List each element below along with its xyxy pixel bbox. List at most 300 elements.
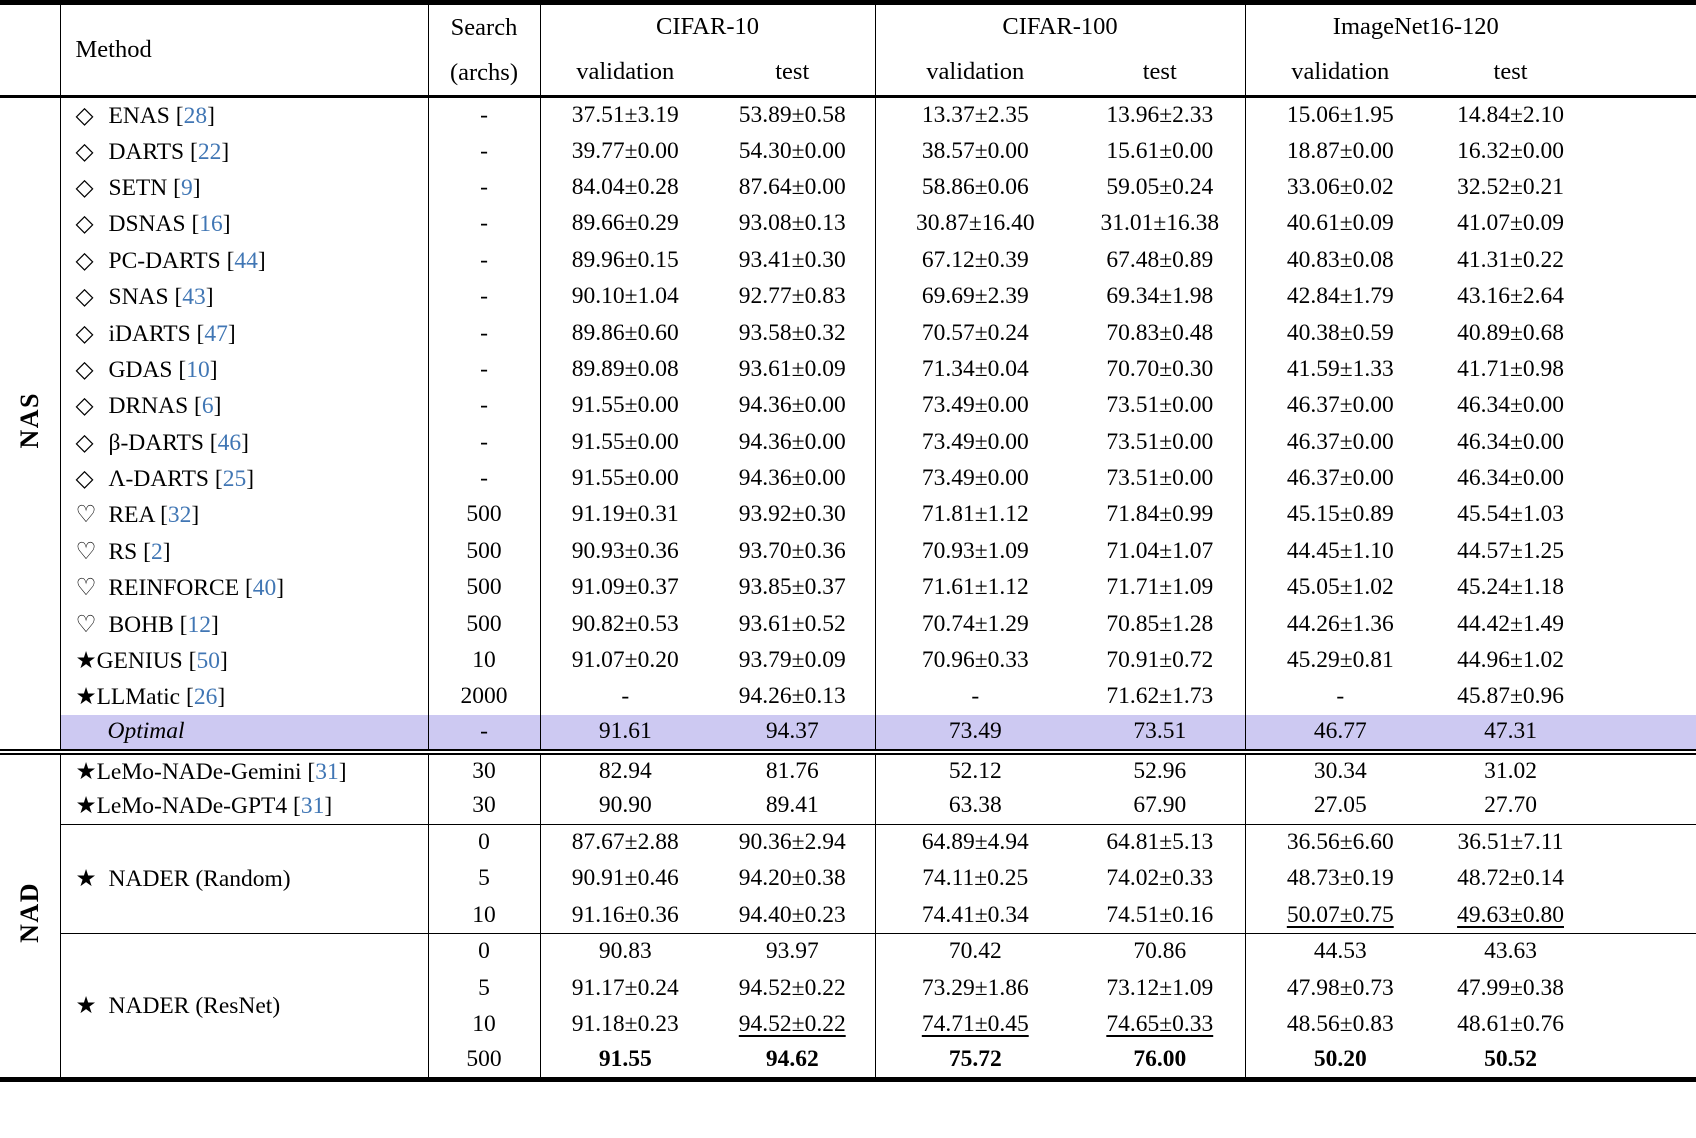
value-cell: 45.05±1.02 [1245,570,1435,606]
table-row [0,497,1696,533]
citation-link[interactable]: 16 [199,211,223,238]
value-cell: 93.61±0.52 [738,610,846,637]
value-cell: 90.93±0.36 [540,533,710,569]
search-archs-cell: 5 [428,970,540,1006]
value-cell: 67.90 [1133,792,1187,819]
value-cell: 91.17±0.24 [540,970,710,1006]
value-cell: 89.86±0.60 [540,315,710,351]
value-cell: 42.84±1.79 [1245,278,1435,314]
value-cell: 44.57±1.25 [1457,537,1564,564]
value-cell: 73.49±0.00 [875,460,1075,496]
value-cell: 93.97 [710,933,875,969]
value-cell: 54.30±0.00 [738,137,846,164]
value-cell: 27.70 [1484,792,1537,819]
value-cell: 44.53 [1245,933,1435,969]
value-cell: 90.82±0.53 [540,606,710,642]
value-cell: 52.96 [1075,752,1245,788]
star-icon: ★ [75,684,97,711]
method-cell [60,824,428,933]
citation-link[interactable]: 32 [167,502,192,529]
diamond-icon: ◇ [75,466,94,493]
value-cell: 90.83 [540,933,710,969]
value-cell: 39.77±0.00 [540,133,710,169]
citation-link[interactable]: 22 [197,138,222,165]
citation-link[interactable]: 43 [182,284,206,311]
search-archs-cell: - [428,278,540,314]
value-cell: 64.89±4.94 [875,824,1075,860]
value-cell: 91.09±0.37 [540,570,710,606]
method-cell: ♡ BOHB [12] [60,606,428,642]
value-cell: 59.05±0.24 [1106,173,1214,200]
method-name: Λ-DARTS [108,466,209,493]
search-archs-cell: - [428,388,540,424]
value-cell: 70.83±0.48 [1106,319,1214,346]
search-archs-cell: 10 [428,897,540,933]
search-archs-cell: 500 [428,570,540,606]
method-name: RS [108,538,138,565]
value-cell: 52.12 [875,752,1075,788]
value-cell: 71.84±0.99 [1106,501,1214,528]
search-archs-cell: - [428,242,540,278]
search-archs-cell: 500 [428,606,540,642]
table-row [0,824,1696,860]
value-cell: 94.26±0.13 [738,683,846,710]
value-cell: 93.85±0.37 [738,574,846,601]
value-cell: 73.51 [1075,715,1245,751]
value-cell: 38.57±0.00 [875,133,1075,169]
value-cell: 73.49±0.00 [875,388,1075,424]
value-cell: 71.34±0.04 [875,351,1075,387]
value-cell: 30.34 [1245,752,1435,788]
method-name: REINFORCE [108,575,240,602]
group-header-cifar100: CIFAR-100 [875,3,1245,50]
value-cell: 48.73±0.19 [1245,861,1435,897]
value-cell: 91.18±0.23 [540,1006,710,1042]
value-cell: 36.51±7.11 [1435,824,1696,860]
value-cell: 31.02 [1435,752,1696,788]
value-cell: 46.34±0.00 [1457,392,1564,419]
value-cell: 70.85±1.28 [1106,610,1214,637]
citation-link[interactable]: 44 [234,247,258,274]
method-cell: ◇ β-DARTS [46] [60,424,428,460]
value-cell: 50.52 [1484,1046,1537,1073]
value-cell: 45.24±1.18 [1457,574,1564,601]
value-cell: 14.84±2.10 [1457,101,1564,128]
citation-link[interactable]: 47 [204,320,228,347]
value-cell: 94.62 [765,1046,819,1073]
search-archs-cell: - [428,169,540,205]
underlined-value: 50.07±0.75 [1286,901,1394,928]
heart-icon: ♡ [75,538,97,565]
value-cell: 94.36±0.00 [738,465,846,492]
value-cell: - [540,679,710,715]
diamond-icon: ◇ [75,429,94,456]
value-cell: 44.96±1.02 [1457,647,1564,674]
value-cell: 93.08±0.13 [738,210,846,237]
citation-link[interactable]: 26 [193,684,218,711]
search-archs-cell: - [428,133,540,169]
value-cell: 33.06±0.02 [1245,169,1435,205]
value-cell: 67.48±0.89 [1106,246,1214,273]
value-cell: 47.99±0.38 [1457,974,1564,1001]
search-archs-cell: 2000 [428,679,540,715]
value-cell: 31.01±16.38 [1100,210,1220,237]
section-label-cell [0,97,60,752]
value-cell: 71.62±1.73 [1106,683,1214,710]
value-cell: 94.37 [710,715,875,751]
value-cell: 90.36±2.94 [710,824,875,860]
value-cell: 45.29±0.81 [1245,642,1435,678]
value-cell: 84.04±0.28 [540,169,710,205]
value-cell: 93.61±0.09 [738,355,846,382]
search-archs-cell: - [428,460,540,496]
value-cell: 93.70±0.36 [738,537,846,564]
value-cell: 90.91±0.46 [540,861,710,897]
value-cell: 41.07±0.09 [1457,210,1564,237]
citation-link[interactable]: 40 [252,575,277,602]
diamond-icon: ◇ [75,320,94,347]
method-name: GDAS [108,356,173,383]
value-cell: 70.70±0.30 [1106,355,1214,382]
value-cell: 73.29±1.86 [875,970,1075,1006]
header-row-groups [0,3,1696,50]
method-name: Optimal [107,718,185,745]
value-cell: 45.87±0.96 [1457,683,1564,710]
value-cell: 70.96±0.33 [875,642,1075,678]
heart-icon: ♡ [75,502,97,529]
value-cell: 94.20±0.38 [738,865,846,892]
citation-link[interactable]: 2 [150,538,163,565]
method-name: LLMatic [96,684,181,711]
citation-link[interactable]: 46 [217,429,242,456]
value-cell: 73.51±0.00 [1106,392,1214,419]
method-name: SNAS [108,284,169,311]
search-archs-cell: 0 [428,824,540,860]
heart-icon: ♡ [75,611,97,638]
value-cell: 41.59±1.33 [1245,351,1435,387]
value-cell: 46.37±0.00 [1245,424,1435,460]
section-label-nas: NAS [14,391,44,449]
table-row [0,570,1696,606]
value-cell: 94.52±0.22 [738,974,846,1001]
method-cell: ◇ SNAS [43] [60,278,428,314]
method-name: REA [108,502,155,529]
value-cell: 47.31 [1435,715,1696,751]
value-cell: 41.71±0.98 [1457,355,1564,382]
cifar100-validation-header: validation [875,50,1075,97]
value-cell: 50.20 [1245,1043,1435,1079]
method-name: DARTS [108,138,185,165]
value-cell: 73.51±0.00 [1106,465,1214,492]
value-cell: 15.61±0.00 [1106,137,1214,164]
value-cell: 44.42±1.49 [1457,610,1564,637]
value-cell: 91.19±0.31 [540,497,710,533]
value-cell: 44.45±1.10 [1245,533,1435,569]
value-cell: 90.90 [540,788,710,824]
table-row [0,242,1696,278]
method-cell: ♡ REINFORCE [40] [60,570,428,606]
table-row [0,788,1696,824]
value-cell: 64.81±5.13 [1075,824,1245,860]
diamond-icon: ◇ [75,138,94,165]
value-cell: 75.72 [875,1043,1075,1079]
method-cell: ★LLMatic [26] [60,679,428,715]
imagenet-validation-header: validation [1245,50,1435,97]
method-name: iDARTS [108,320,191,347]
citation-link[interactable]: 31 [315,758,339,785]
diamond-icon: ◇ [75,102,94,129]
table-body [0,97,1696,1080]
search-archs-cell: 30 [428,788,540,824]
value-cell: 48.61±0.76 [1457,1010,1564,1037]
diamond-icon: ◇ [75,284,94,311]
table-row [0,388,1696,424]
value-cell: 70.93±1.09 [875,533,1075,569]
value-cell: 30.87±16.40 [875,206,1075,242]
value-cell: 74.11±0.25 [875,861,1075,897]
section-label-cell [0,752,60,1080]
value-cell: 70.74±1.29 [875,606,1075,642]
table-row [0,351,1696,387]
method-name: LeMo-NADe-Gemini [96,758,302,785]
table-row [0,606,1696,642]
group-header-imagenet16-120: ImageNet16-120 [1245,3,1696,50]
table-row [0,533,1696,569]
citation-link[interactable]: 9 [180,174,193,201]
search-archs-cell: 0 [428,933,540,969]
underlined-value: 94.52±0.22 [738,1010,846,1037]
value-cell: 70.91±0.72 [1106,647,1214,674]
value-cell: 58.86±0.06 [875,169,1075,205]
value-cell: 48.56±0.83 [1245,1006,1435,1042]
value-cell: 91.55±0.00 [540,388,710,424]
citation-link[interactable]: 10 [186,356,210,383]
value-cell: 44.26±1.36 [1245,606,1435,642]
citation-link[interactable]: 50 [196,648,220,675]
value-cell: 67.12±0.39 [875,242,1075,278]
table-row [0,933,1696,969]
value-cell: 69.34±1.98 [1106,283,1214,310]
search-archs-cell: - [428,424,540,460]
value-cell: 73.51±0.00 [1106,428,1214,455]
section-label-column-header [0,3,60,97]
value-cell: 89.66±0.29 [540,206,710,242]
value-cell: 37.51±3.19 [540,97,710,133]
table-header [0,3,1696,97]
value-cell: 40.89±0.68 [1457,319,1564,346]
value-cell: 40.38±0.59 [1245,315,1435,351]
value-cell: 40.61±0.09 [1245,206,1435,242]
star-icon: ★ [75,758,97,785]
method-column-header: Method [60,3,428,97]
value-cell: 94.36±0.00 [738,428,846,455]
search-archs-cell: 500 [428,1043,540,1079]
value-cell: 91.07±0.20 [540,642,710,678]
citation-link[interactable]: 31 [300,793,325,820]
value-cell: 71.61±1.12 [875,570,1075,606]
search-archs-cell: 500 [428,533,540,569]
search-archs-cell: - [428,351,540,387]
value-cell: 73.49±0.00 [875,424,1075,460]
method-cell [60,933,428,1079]
method-cell: ◇ DSNAS [16] [60,206,428,242]
value-cell: 48.72±0.14 [1457,865,1564,892]
search-archs-cell: - [428,97,540,133]
method-name: ENAS [108,102,170,129]
cifar10-validation-header: validation [540,50,710,97]
citation-link[interactable]: 28 [183,102,208,129]
value-cell: 93.58±0.32 [738,319,846,346]
value-cell [1245,897,1435,933]
citation-link[interactable]: 25 [222,466,247,493]
value-cell: 36.56±6.60 [1245,824,1435,860]
table-row [0,97,1696,133]
value-cell: - [1245,679,1435,715]
value-cell: 87.67±2.88 [540,824,710,860]
value-cell: 27.05 [1245,788,1435,824]
table-row [0,460,1696,496]
value-cell: 15.06±1.95 [1245,97,1435,133]
underlined-value: 74.65±0.33 [1106,1010,1214,1037]
citation-link[interactable]: 6 [201,393,214,420]
diamond-icon: ◇ [75,211,94,238]
method-name: NADER (ResNet) [108,992,281,1019]
method-cell: ◇ Λ-DARTS [25] [60,460,428,496]
underlined-value: 49.63±0.80 [1457,901,1564,928]
method-cell: ★LeMo-NADe-Gemini [31] [60,752,428,788]
method-name: DSNAS [108,211,186,238]
star-icon: ★ [75,793,97,820]
value-cell: - [875,679,1075,715]
value-cell: 94.36±0.00 [738,392,846,419]
value-cell [1075,1006,1245,1042]
table-row [0,679,1696,715]
search-archs-cell: - [428,715,540,751]
search-archs-cell: 5 [428,861,540,897]
search-column-header-line1: Search [450,14,518,41]
value-cell: 93.41±0.30 [738,246,846,273]
search-archs-cell: 10 [428,1006,540,1042]
value-cell: 91.61 [540,715,710,751]
value-cell: 71.81±1.12 [875,497,1075,533]
value-cell: 87.64±0.00 [738,173,846,200]
value-cell: 73.49 [875,715,1075,751]
method-cell: ◇ PC-DARTS [44] [60,242,428,278]
value-cell: 40.83±0.08 [1245,242,1435,278]
value-cell: 41.31±0.22 [1457,246,1564,273]
star-icon: ★ [75,992,97,1019]
underlined-value: 74.71±0.45 [921,1010,1029,1037]
table-row [0,315,1696,351]
citation-link[interactable]: 12 [187,611,211,638]
value-cell: 89.89±0.08 [540,351,710,387]
cifar100-test-header: test [1075,50,1245,97]
diamond-icon: ◇ [75,247,94,274]
value-cell: 43.16±2.64 [1457,283,1564,310]
method-cell: ♡ RS [2] [60,533,428,569]
imagenet-test-header: test [1435,50,1696,97]
value-cell: 91.55 [540,1043,710,1079]
value-cell: 45.54±1.03 [1457,501,1564,528]
value-cell [1435,897,1696,933]
value-cell: 93.79±0.09 [738,647,846,674]
method-cell: ◇ SETN [9] [60,169,428,205]
table-row [0,642,1696,678]
value-cell [875,1006,1075,1042]
diamond-icon: ◇ [75,174,94,201]
method-name: BOHB [108,611,174,638]
value-cell: 91.55±0.00 [540,460,710,496]
value-cell: 69.69±2.39 [875,278,1075,314]
value-cell: 43.63 [1435,933,1696,969]
cifar10-test-header: test [710,50,875,97]
table-row [0,424,1696,460]
method-cell: ◇ DARTS [22] [60,133,428,169]
section-label-nad: NAD [14,881,44,943]
table-row [0,752,1696,788]
method-name: PC-DARTS [108,247,221,274]
value-cell: 45.15±0.89 [1245,497,1435,533]
diamond-icon: ◇ [75,393,94,420]
search-column-header [428,3,540,97]
value-cell: 89.96±0.15 [540,242,710,278]
method-cell: ♡ REA [32] [60,497,428,533]
method-cell: ◇ ENAS [28] [60,97,428,133]
search-archs-cell: - [428,206,540,242]
value-cell: 92.77±0.83 [738,283,846,310]
value-cell: 63.38 [875,788,1075,824]
search-archs-cell: 10 [428,642,540,678]
value-cell: 16.32±0.00 [1457,137,1564,164]
value-cell: 46.37±0.00 [1245,388,1435,424]
table-row [0,715,1696,751]
method-name: SETN [108,174,168,201]
value-cell [710,1006,875,1042]
value-cell: 70.86 [1075,933,1245,969]
value-cell: 93.92±0.30 [738,501,846,528]
value-cell: 74.41±0.34 [875,897,1075,933]
star-icon: ★ [75,648,97,675]
method-name: NADER (Random) [108,866,291,893]
value-cell: 18.87±0.00 [1245,133,1435,169]
method-cell: ◇ DRNAS [6] [60,388,428,424]
table-row [0,206,1696,242]
method-name: LeMo-NADe-GPT4 [96,793,288,820]
value-cell: 82.94 [540,752,710,788]
heart-icon: ♡ [75,575,97,602]
value-cell: 90.10±1.04 [540,278,710,314]
value-cell: 81.76 [710,752,875,788]
value-cell: 70.57±0.24 [875,315,1075,351]
value-cell: 76.00 [1133,1046,1187,1073]
value-cell: 46.34±0.00 [1457,428,1564,455]
value-cell: 74.02±0.33 [1106,865,1214,892]
value-cell: 46.77 [1245,715,1435,751]
value-cell: 13.96±2.33 [1106,101,1214,128]
value-cell: 46.37±0.00 [1245,460,1435,496]
value-cell: 91.55±0.00 [540,424,710,460]
value-cell: 70.42 [875,933,1075,969]
value-cell: 71.71±1.09 [1106,574,1214,601]
method-cell: ★GENIUS [50] [60,642,428,678]
value-cell: 32.52±0.21 [1457,173,1564,200]
search-archs-cell: 30 [428,752,540,788]
group-header-cifar10: CIFAR-10 [540,3,875,50]
value-cell: 89.41 [765,792,819,819]
method-cell: ◇ GDAS [10] [60,351,428,387]
table-row [0,278,1696,314]
value-cell: 13.37±2.35 [875,97,1075,133]
